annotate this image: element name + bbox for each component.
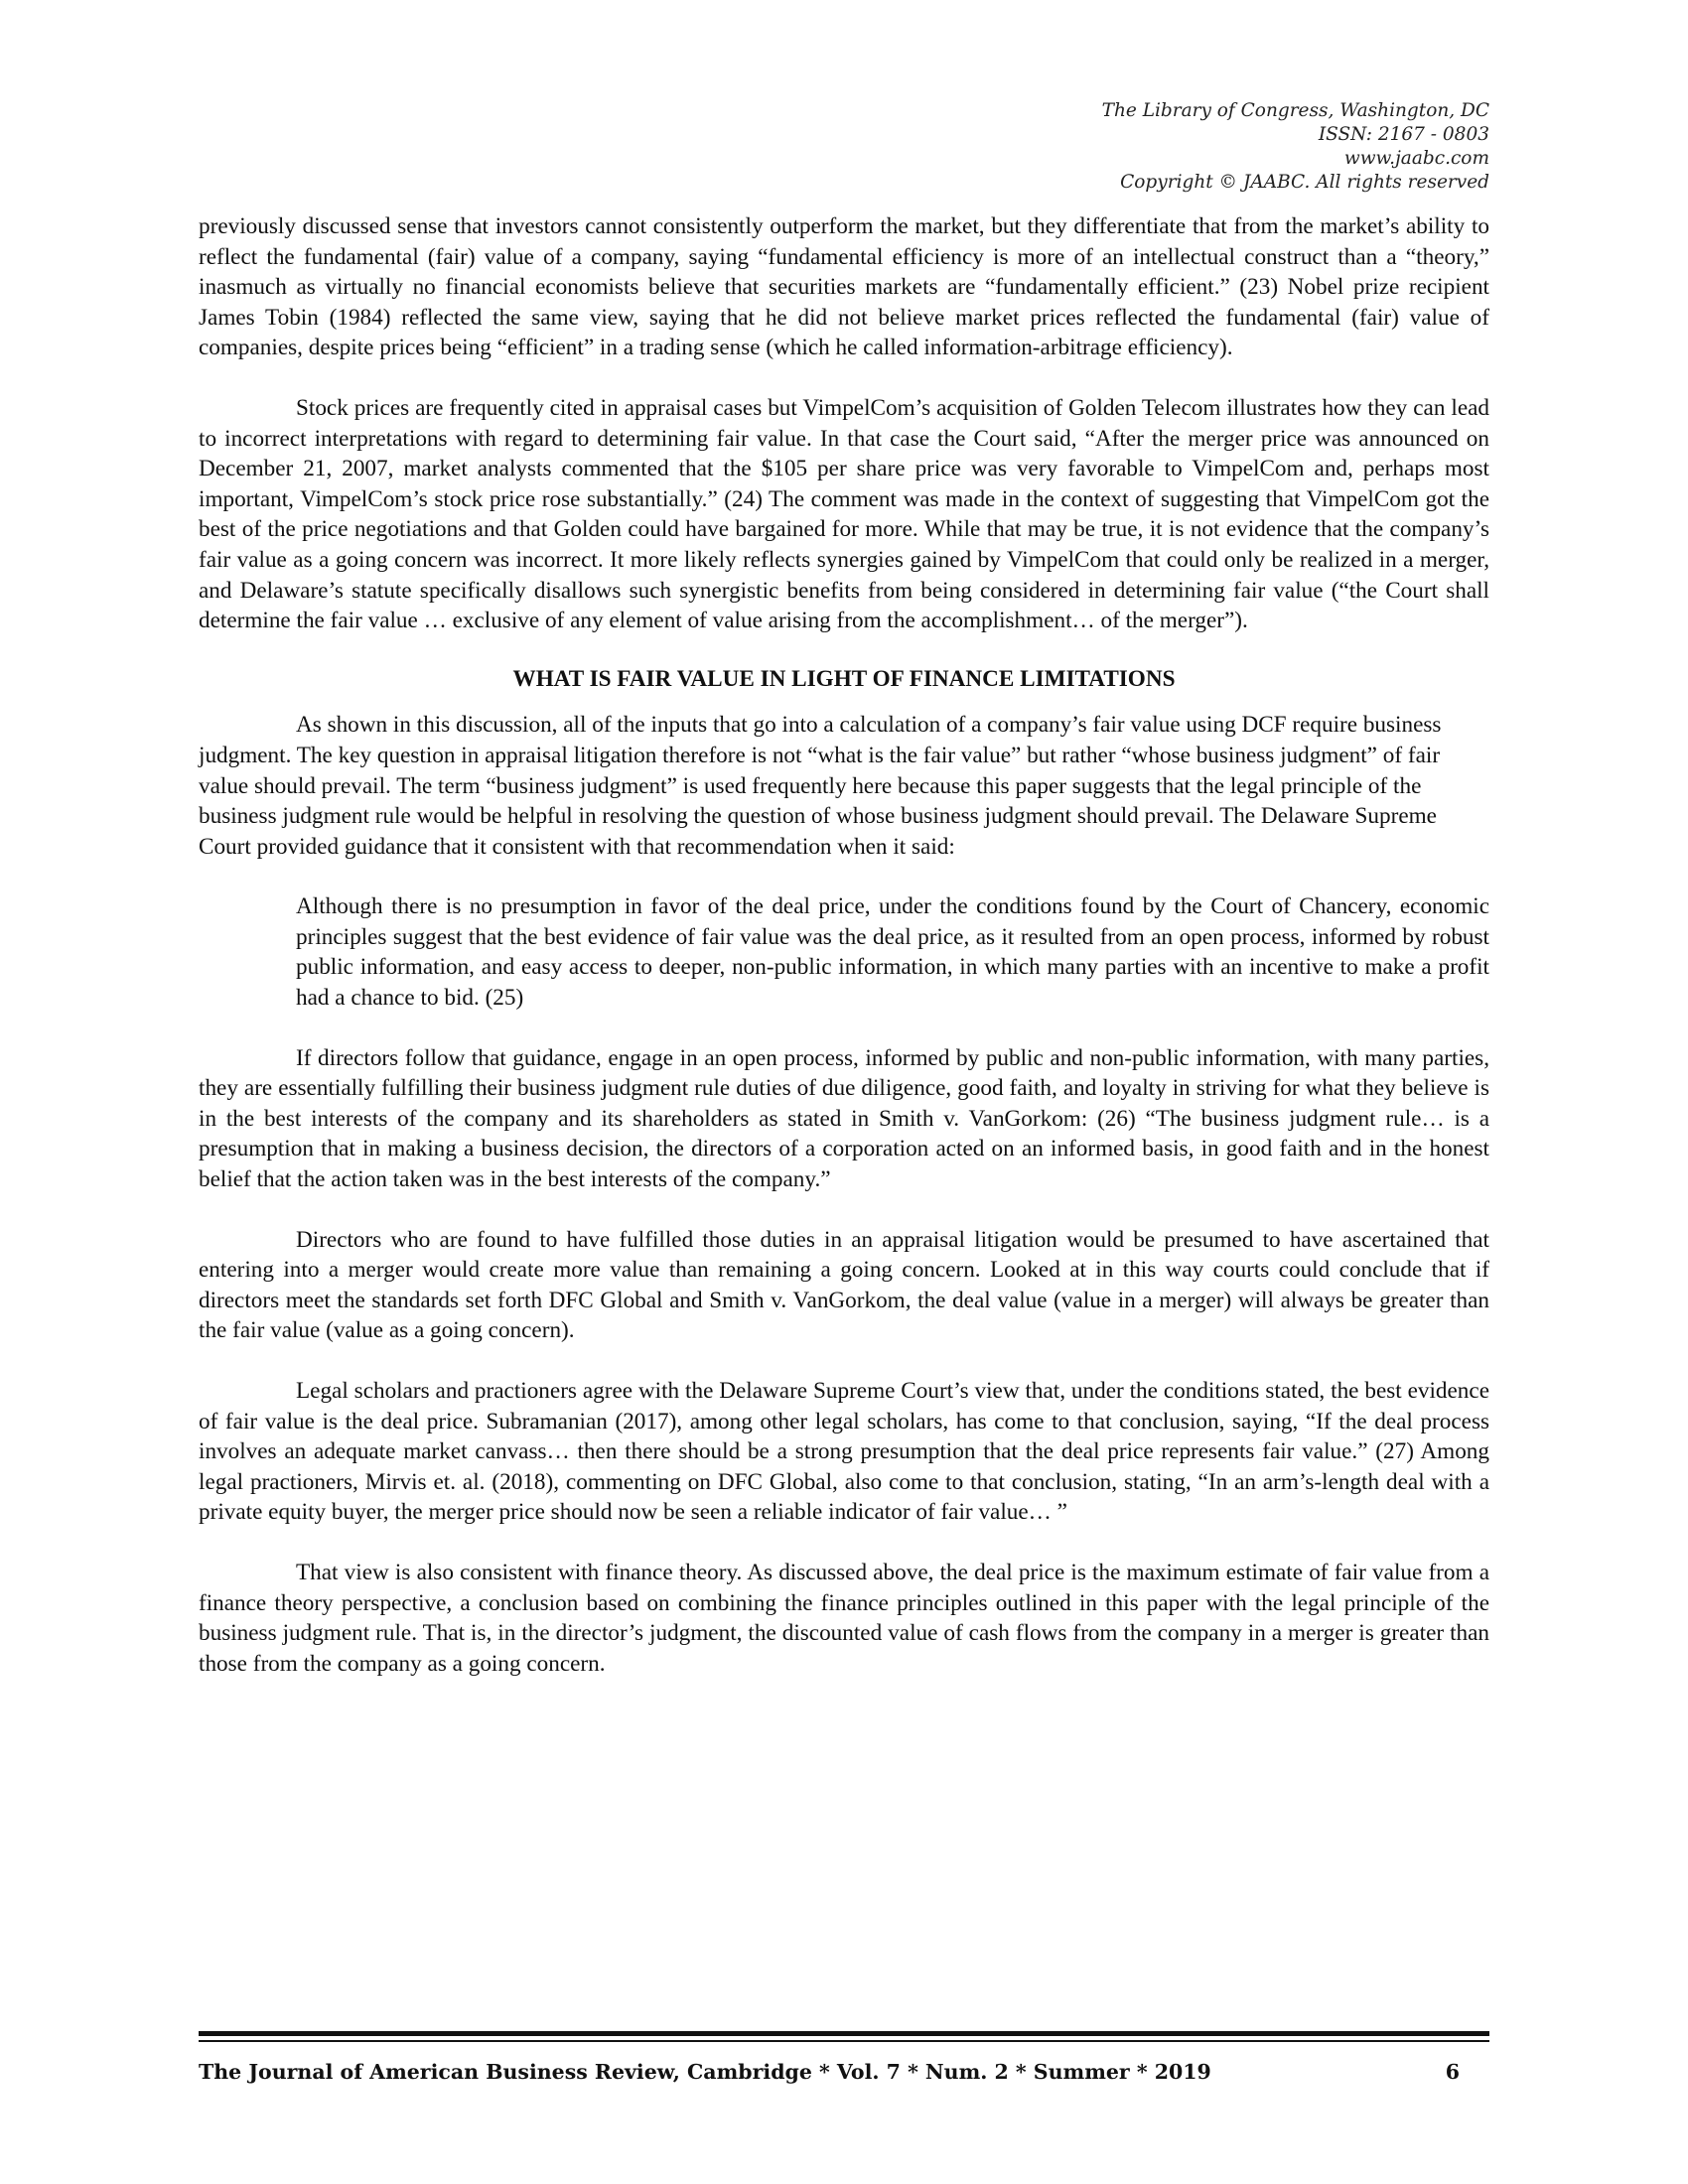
header-library-line: The Library of Congress, Washington, DC (1101, 100, 1489, 121)
paragraph-business-judgment: As shown in this discussion, all of the inputs that go into a calculation of a company’s fair value using DCF require business judgment. The key question in appraisal litigation therefore is not “what is the fair value” but rather “whose business judgment” of fair value should prevail. The term “business judgment” is used frequently here because this paper suggests that the legal principle of the business judgment rule would be helpful in resolving the question of whose business judgment should prevail. The Delaware Supreme Court provided guidance that it consistent with that recommendation when it said: (199, 712, 1442, 860)
article-body (199, 211, 1489, 1708)
footer-rule-thin (199, 2040, 1489, 2042)
footer-rule-thick (199, 2031, 1489, 2036)
header-issn-line: ISSN: 2167 - 0803 (1318, 124, 1489, 145)
paragraph-continued: previously discussed sense that investors cannot consistently outperform the market, but they differentiate that from the market’s ability to reflect the fundamental (fair) value of a company, saying “fundamental efficiency is more of an intellectual construct than a “theory,” inasmuch as virtually no financial economists believe that securities markets are “fundamentally efficient.” (23) Nobel prize recipient James Tobin (1984) reflected the same view, saying that he did not believe market prices reflected the fundamental (fair) value of companies, despite prices being “efficient” in a trading sense (which he called information-arbitrage efficiency). (199, 213, 1489, 361)
paragraph-directors-duties: Directors who are found to have fulfilled those duties in an appraisal litigation would be presumed to have ascertained that entering into a merger would create more value than remaining a going concern. Looked at in this way courts could conclude that if directors meet the standards set forth DFC Global and Smith v. VanGorkom, the deal value (value in a merger) will always be greater than the fair value (value as a going concern). (199, 1226, 1489, 1344)
running-header (894, 99, 1489, 195)
paragraph-legal-scholars: Legal scholars and practioners agree with the Delaware Supreme Court’s view that, under the conditions stated, the best evidence of fair value is the deal price. Subramanian (2017), among other legal scholars, has come to that conclusion, saying, “If the deal process involves an adequate market canvass… then there should be a strong presumption that the deal price represents fair value.” (27) Among legal practioners, Mirvis et. al. (2018), commenting on DFC Global, also come to that conclusion, stating, “In an arm’s-length deal with a private equity buyer, the merger price should now be seen a reliable indicator of fair value… ” (199, 1378, 1489, 1526)
block-quote: Although there is no presumption in favor of the deal price, under the conditions found by the Court of Chancery, economic principles suggest that the best evidence of fair value was the deal price, as it resulted from an open process, informed by robust public information, and easy access to deeper, non-public information, in which many parties with an incentive to make a profit had a chance to bid. (25) (296, 893, 1489, 1012)
paragraph-vimpelcom: Stock prices are frequently cited in appraisal cases but VimpelCom’s acquisition of Golden Telecom illustrates how they can lead to incorrect interpretations with regard to determining fair value. In that case the Court said, “After the merger price was announced on December 21, 2007, market analysts commented that the $105 per share price was very favorable to VimpelCom and, perhaps most important, VimpelCom’s stock price rose substantially.” (24) The comment was made in the context of suggesting that VimpelCom got the best of the price negotiations and that Golden could have bargained for more. While that may be true, it is not evidence that the company’s fair value as a going concern was incorrect. It more likely reflects synergies gained by VimpelCom that could only be realized in a merger, and Delaware’s statute specifically disallows such synergistic benefits from being considered in determining fair value (“the Court shall determine the fair value … exclusive of any element of value arising from the accomplishment… of the merger”). (199, 394, 1489, 634)
header-copyright-line: Copyright © JAABC. All rights reserved (1120, 172, 1489, 193)
paragraph-directors-guidance: If directors follow that guidance, engage in an open process, informed by public and non-public information, with many parties, they are essentially fulfilling their business judgment rule duties of due diligence, good faith, and loyalty in striving for what they believe is in the best interests of the company and its shareholders as stated in Smith v. VanGorkom: (26) “The business judgment rule… is a presumption that in making a business decision, the directors of a corporation acted on an informed basis, in good faith and in the honest belief that the action taken was in the best interests of the company.” (199, 1044, 1489, 1193)
header-website-line: www.jaabc.com (1343, 148, 1489, 169)
section-heading: WHAT IS FAIR VALUE IN LIGHT OF FINANCE LIMITATIONS (512, 665, 1176, 692)
paragraph-finance-theory: That view is also consistent with finance theory. As discussed above, the deal price is the maximum estimate of fair value from a finance theory perspective, a conclusion based on combining the finance principles outlined in this paper with the legal principle of the business judgment rule. That is, in the director’s judgment, the discounted value of cash flows from the company in a merger is greater than those from the company as a going concern. (199, 1559, 1489, 1677)
footer-journal-title: The Journal of American Business Review, Cambridge * Vol. 7 * Num. 2 * Summer * 2019 (199, 2060, 1211, 2084)
page-number: 6 (1445, 2060, 1460, 2084)
